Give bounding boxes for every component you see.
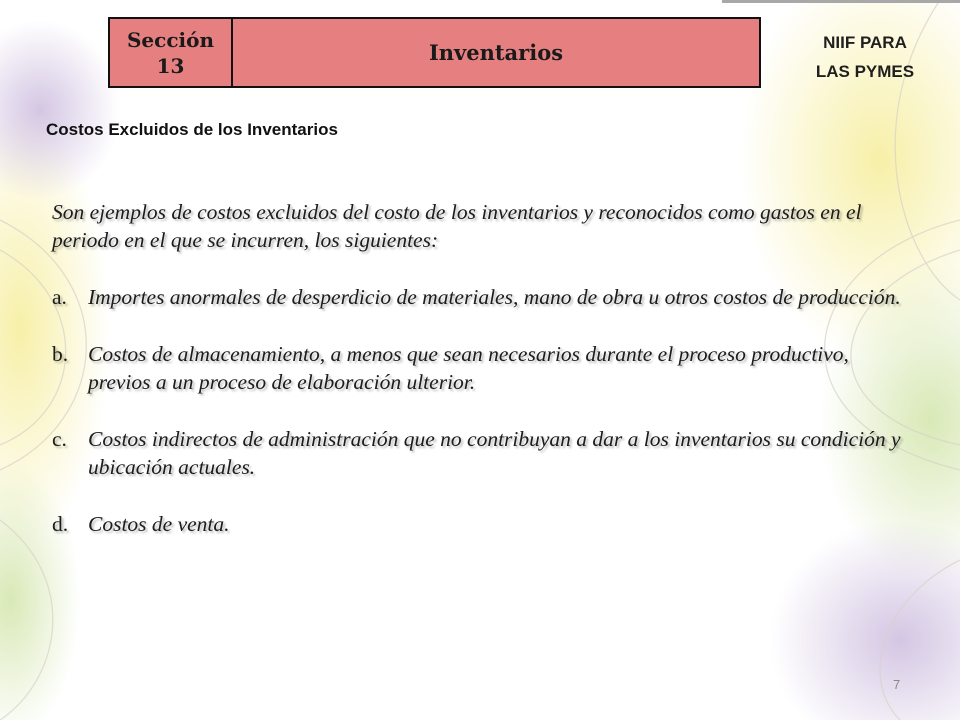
standard-tag-line-1: NIIF PARA [823,33,907,52]
list-item-text: Costos de almacenamiento, a menos que sean necesarios durante el proceso productivo, previos a un proceso de elaboración ulterior. [88,342,849,394]
list-item-text: Costos indirectos de administración que no contribuyan a dar a los inventarios su condición y ubicación actuales. [88,427,901,479]
list-item [52,340,914,396]
list-marker: d. [52,512,69,536]
intro-paragraph: Son ejemplos de costos excluidos del costo de los inventarios y reconocidos como gastos en el periodo en el que se incurren, los siguientes: [52,200,862,252]
standard-tag [790,28,940,86]
list-marker: b. [52,342,69,366]
page-number: 7 [893,677,901,692]
slide-subheading: Costos Excluidos de los Inventarios [46,120,338,139]
excluded-costs-list [52,283,914,538]
list-item-text: Importes anormales de desperdicio de materiales, mano de obra u otros costos de producción. [88,285,901,309]
list-marker: c. [52,427,67,451]
list-item-text: Costos de venta. [88,512,230,536]
section-title: Inventarios [428,40,564,65]
list-item [52,283,914,311]
standard-tag-line-2: LAS PYMES [815,62,915,81]
list-item [52,510,914,538]
list-marker: a. [52,285,67,309]
list-item [52,425,914,481]
slide-body [52,198,914,567]
section-header [108,17,761,88]
top-divider-line [722,0,960,3]
section-number: Sección 13 [110,19,233,86]
